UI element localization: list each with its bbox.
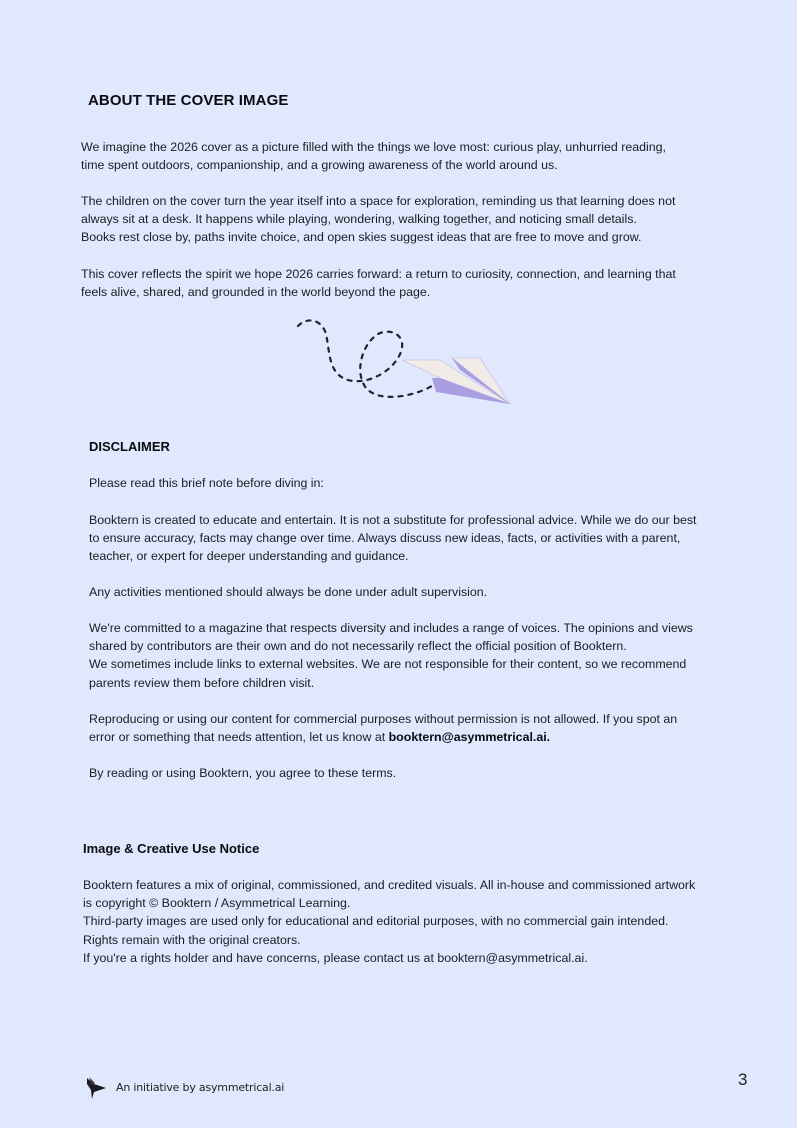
image-notice-heading: Image & Creative Use Notice	[83, 841, 260, 856]
disclaimer-paragraph-5: By reading or using Booktern, you agree to these terms.	[89, 766, 397, 780]
plane-flight-path	[298, 320, 432, 396]
text-line: We imagine the 2026 cover as a picture filled with the things we love most: curious play, unhurried reading,	[81, 140, 666, 154]
text-line: Booktern is created to educate and entertain. It is not a substitute for professional advice. While we do our best	[89, 513, 697, 527]
image-notice-paragraph	[83, 876, 695, 967]
text-line: Rights remain with the original creators.	[83, 932, 301, 947]
disclaimer-paragraph-1	[89, 511, 697, 566]
footer-initiative-text: An initiative by asymmetrical.ai	[116, 1081, 285, 1094]
text-line: We sometimes include links to external websites. We are not responsible for their content, so we recommend	[89, 657, 687, 672]
about-heading: ABOUT THE COVER IMAGE	[88, 92, 289, 109]
page-number: 3	[738, 1070, 748, 1089]
contact-email-link[interactable]: booktern@asymmetrical.ai.	[388, 730, 551, 745]
text-fragment: error or something that needs attention, let us know at	[89, 730, 389, 745]
text-line: shared by contributors are their own and do not necessarily reflect the official position of Booktern.	[89, 639, 627, 654]
text-line: If you're a rights holder and have concerns, please contact us at booktern@asymmetrical.ai.	[83, 950, 588, 965]
asymmetrical-bird-logo-icon	[86, 1076, 108, 1100]
text-line: time spent outdoors, companionship, and a growing awareness of the world around us.	[81, 158, 558, 173]
about-paragraph-1	[81, 138, 666, 174]
text-line	[89, 728, 677, 746]
text-line: feels alive, shared, and grounded in the world beyond the page.	[81, 285, 431, 300]
text-line: to ensure accuracy, facts may change over time. Always discuss new ideas, facts, or activities with a parent,	[89, 531, 681, 546]
text-line: This cover reflects the spirit we hope 2026 carries forward: a return to curiosity, connection, and learning that	[81, 267, 676, 281]
disclaimer-paragraph-3	[89, 619, 693, 692]
text-line: always sit at a desk. It happens while playing, wondering, walking together, and noticing small details.	[81, 212, 637, 227]
text-line: Third-party images are used only for educational and editorial purposes, with no commercial gain intended.	[83, 914, 669, 929]
text-line: Books rest close by, paths invite choice, and open skies suggest ideas that are free to move and grow.	[81, 230, 642, 245]
disclaimer-paragraph-2: Any activities mentioned should always be done under adult supervision.	[89, 585, 488, 599]
text-line: teacher, or expert for deeper understanding and guidance.	[89, 549, 409, 564]
text-line: Booktern features a mix of original, commissioned, and credited visuals. All in-house and commissioned artwork	[83, 878, 696, 892]
disclaimer-paragraph-4	[89, 710, 677, 746]
text-line: parents review them before children visit.	[89, 675, 315, 690]
paper-plane-icon	[290, 312, 520, 412]
text-line: Reproducing or using our content for commercial purposes without permission is not allowed. If you spot an	[89, 712, 678, 726]
text-line: is copyright © Booktern / Asymmetrical Learning.	[83, 896, 351, 911]
text-line: We're committed to a magazine that respects diversity and includes a range of voices. The opinions and views	[89, 621, 693, 635]
text-line: The children on the cover turn the year itself into a space for exploration, reminding us that learning does not	[81, 194, 676, 208]
about-paragraph-3	[81, 265, 676, 301]
disclaimer-heading: DISCLAIMER	[89, 439, 170, 454]
about-paragraph-2	[81, 192, 675, 247]
disclaimer-intro: Please read this brief note before diving in:	[89, 476, 324, 490]
